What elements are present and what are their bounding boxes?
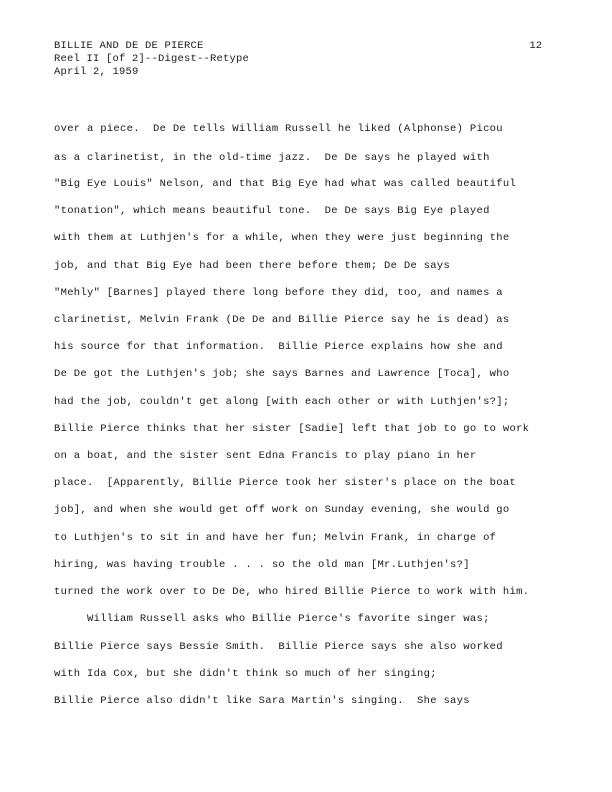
text-line: job], and when she would get off work on Sunday evening, she would go — [54, 504, 510, 516]
text-line: "Big Eye Louis" Nelson, and that Big Eye had what was called beautiful — [54, 178, 517, 190]
text-line: clarinetist, Melvin Frank (De De and Billie Pierce say he is dead) as — [54, 314, 510, 326]
text-line: Billie Pierce thinks that her sister [Sadie] left that job to go to work — [54, 423, 530, 435]
text-line: turned the work over to De De, who hired Billie Pierce to work with him. — [54, 586, 530, 598]
document-title: BILLIE AND DE DE PIERCE — [54, 40, 204, 52]
reel-info: Reel II [of 2]--Digest--Retype — [54, 53, 250, 65]
document-date: April 2, 1959 — [54, 66, 139, 78]
text-line: hiring, was having trouble . . . so the old man [Mr.Luthjen's?] — [54, 559, 470, 571]
text-line: De De got the Luthjen's job; she says Barnes and Lawrence [Toca], who — [54, 368, 510, 380]
page-number: 12 — [529, 40, 542, 52]
text-line: on a boat, and the sister sent Edna Francis to play piano in her — [54, 450, 477, 462]
text-line: to Luthjen's to sit in and have her fun; Melvin Frank, in charge of — [54, 532, 497, 544]
text-line: over a piece. De De tells William Russell he liked (Alphonse) Picou — [54, 123, 503, 135]
text-line: job, and that Big Eye had been there before them; De De says — [54, 260, 451, 272]
text-line: as a clarinetist, in the old-time jazz. De De says he played with — [54, 152, 490, 164]
text-line: place. [Apparently, Billie Pierce took her sister's place on the boat — [54, 477, 517, 489]
text-line: Billie Pierce also didn't like Sara Martin's singing. She says — [54, 695, 470, 707]
text-line: with them at Luthjen's for a while, when they were just beginning the — [54, 232, 510, 244]
text-line: had the job, couldn't get along [with each other or with Luthjen's?]; — [54, 396, 510, 408]
text-line: with Ida Cox, but she didn't think so much of her singing; — [54, 668, 437, 680]
text-line: "Mehly" [Barnes] played there long before they did, too, and names a — [54, 287, 503, 299]
text-line: Billie Pierce says Bessie Smith. Billie Pierce says she also worked — [54, 641, 503, 653]
text-line: "tonation", which means beautiful tone. De De says Big Eye played — [54, 205, 490, 217]
text-line: William Russell asks who Billie Pierce's favorite singer was; — [54, 613, 490, 625]
text-line: his source for that information. Billie Pierce explains how she and — [54, 341, 503, 353]
